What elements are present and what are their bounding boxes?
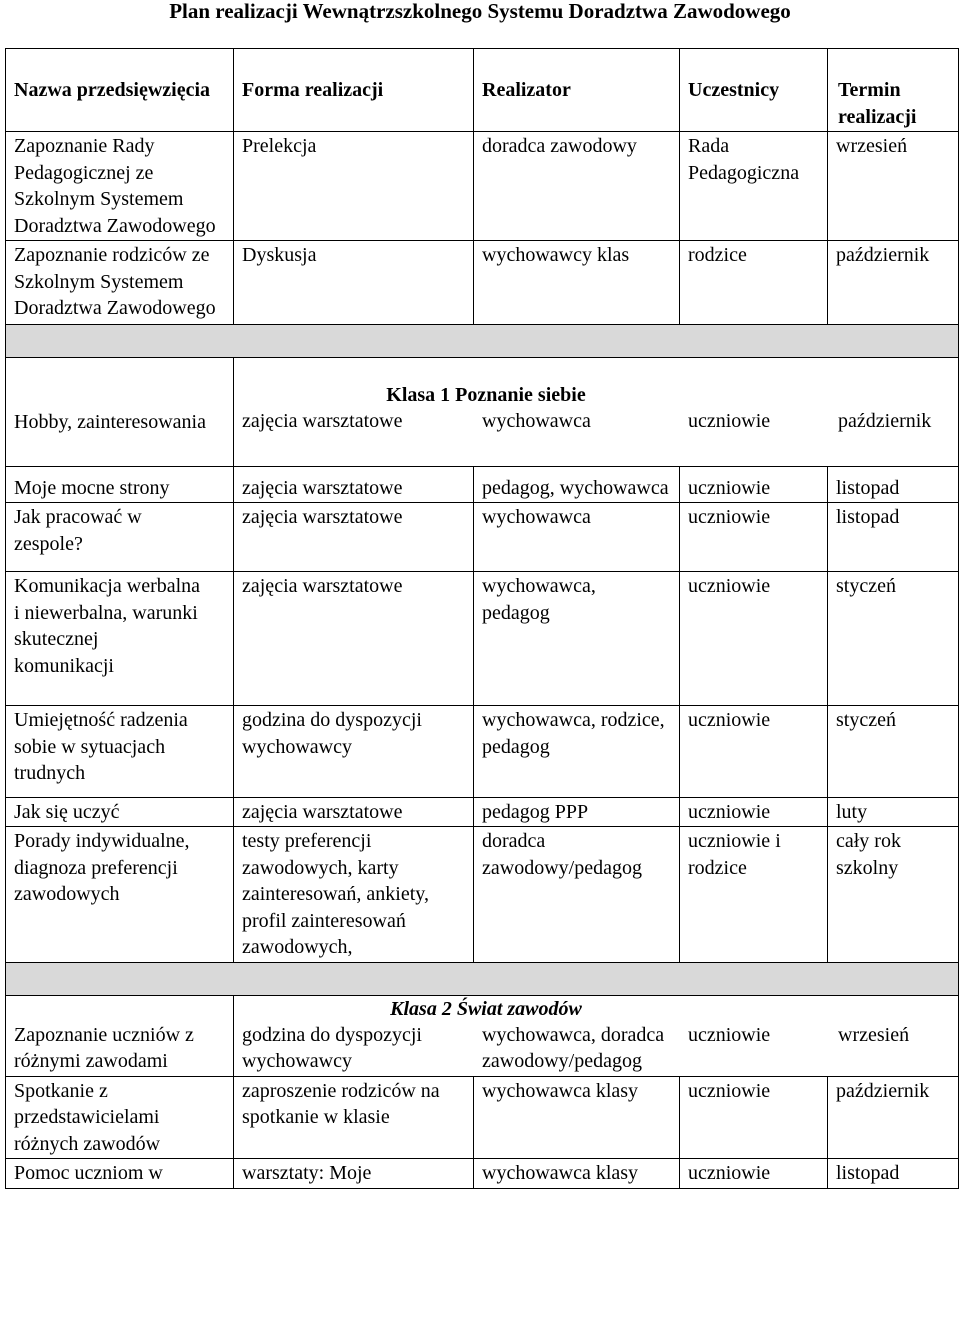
cell-realizer: pedagog PPP bbox=[474, 797, 680, 827]
table-row bbox=[6, 995, 959, 1076]
section-title: Klasa 1 Poznanie siebie bbox=[386, 383, 586, 406]
cell-realizer: doradca zawodowy/pedagog bbox=[474, 827, 680, 963]
cell-activity: Jak pracować w zespole? bbox=[6, 503, 234, 572]
cell-participants: rodzice bbox=[680, 241, 828, 325]
table-row bbox=[6, 466, 959, 503]
table-row bbox=[6, 1159, 959, 1189]
cell-participants: Rada Pedagogiczna bbox=[680, 132, 828, 241]
table-row bbox=[6, 797, 959, 827]
plan-table bbox=[5, 48, 959, 1189]
cell-participants: uczniowie bbox=[680, 503, 828, 572]
section-band bbox=[6, 324, 959, 357]
header-cell: Forma realizacji bbox=[234, 49, 474, 132]
table-row bbox=[6, 827, 959, 963]
cell-form: zajęcia warsztatowe bbox=[242, 410, 403, 432]
cell-term: styczeń bbox=[828, 706, 959, 798]
cell-participants: uczniowie bbox=[680, 466, 828, 503]
section-band bbox=[6, 962, 959, 995]
cell-form: zajęcia warsztatowe bbox=[234, 503, 474, 572]
table-row bbox=[6, 357, 959, 466]
cell-activity: Moje mocne strony bbox=[6, 466, 234, 503]
section-content bbox=[234, 995, 959, 1076]
cell-form: warsztaty: Moje bbox=[234, 1159, 474, 1189]
cell-realizer: pedagog, wychowawca bbox=[474, 466, 680, 503]
cell-term: październik bbox=[828, 241, 959, 325]
cell-term: cały rok szkolny bbox=[828, 827, 959, 963]
table-row bbox=[6, 1076, 959, 1159]
cell-activity: Komunikacja werbalna i niewerbalna, warunki skutecznej komunikacji bbox=[6, 572, 234, 706]
cell-participants: uczniowie bbox=[680, 572, 828, 706]
header-cell: Uczestnicy bbox=[680, 49, 828, 132]
cell-participants: uczniowie bbox=[680, 706, 828, 798]
cell-term: wrzesień bbox=[838, 1023, 910, 1046]
cell-activity: Porady indywidualne, diagnoza preferencji zawodowych bbox=[6, 827, 234, 963]
cell-realizer: wychowawca, doradca zawodowy/pedagog bbox=[482, 1023, 665, 1072]
cell-form: zaproszenie rodziców na spotkanie w klasie bbox=[234, 1076, 474, 1159]
cell-participants: uczniowie bbox=[680, 797, 828, 827]
header-cell: Termin realizacji bbox=[828, 49, 959, 132]
cell-term: listopad bbox=[828, 503, 959, 572]
cell-realizer: wychowawca klasy bbox=[474, 1159, 680, 1189]
cell-form: Prelekcja bbox=[234, 132, 474, 241]
cell-form: zajęcia warsztatowe bbox=[234, 797, 474, 827]
cell-participants: uczniowie i rodzice bbox=[680, 827, 828, 963]
cell-term: listopad bbox=[828, 1159, 959, 1189]
cell-participants: uczniowie bbox=[680, 1076, 828, 1159]
page-title: Plan realizacji Wewnątrzszkolnego Systemu Doradztwa Zawodowego bbox=[169, 0, 791, 23]
cell-term: październik bbox=[828, 1076, 959, 1159]
cell-activity: Jak się uczyć bbox=[6, 797, 234, 827]
cell-realizer: wychowawca, rodzice, pedagog bbox=[474, 706, 680, 798]
cell-text: Zapoznanie uczniów z różnymi zawodami bbox=[14, 1023, 194, 1072]
cell-realizer: wychowawcy klas bbox=[474, 241, 680, 325]
section-band-cell bbox=[6, 962, 959, 995]
cell-term: październik bbox=[838, 410, 932, 432]
cell-realizer: wychowawca bbox=[482, 410, 591, 432]
header-cell: Realizator bbox=[474, 49, 680, 132]
table-row bbox=[6, 706, 959, 798]
cell-realizer: doradca zawodowy bbox=[474, 132, 680, 241]
cell-realizer: wychowawca klasy bbox=[474, 1076, 680, 1159]
section-band-cell bbox=[6, 324, 959, 357]
cell-activity: Zapoznanie rodziców ze Szkolnym Systemem Doradztwa Zawodowego bbox=[6, 241, 234, 325]
cell-activity: Pomoc uczniom w bbox=[6, 1159, 234, 1189]
cell-form: godzina do dyspozycji wychowawcy bbox=[234, 706, 474, 798]
header-cell: Nazwa przedsięwzięcia bbox=[6, 49, 234, 132]
cell-activity: Zapoznanie Rady Pedagogicznej ze Szkolnym Systemem Doradztwa Zawodowego bbox=[6, 132, 234, 241]
cell-participants: uczniowie bbox=[688, 410, 771, 432]
cell-term: listopad bbox=[828, 466, 959, 503]
table-row bbox=[6, 503, 959, 572]
cell-term: wrzesień bbox=[828, 132, 959, 241]
table-header-row bbox=[6, 49, 959, 132]
cell-form: zajęcia warsztatowe bbox=[234, 572, 474, 706]
table-row bbox=[6, 132, 959, 241]
cell-text: Hobby, zainteresowania bbox=[14, 410, 206, 433]
table-row bbox=[6, 572, 959, 706]
cell-term: styczeń bbox=[828, 572, 959, 706]
cell-form: testy preferencji zawodowych, karty zainteresowań, ankiety, profil zainteresowań zawodowych, bbox=[234, 827, 474, 963]
cell-form: godzina do dyspozycji wychowawcy bbox=[242, 1023, 422, 1072]
cell-activity: Spotkanie z przedstawicielami różnych zawodów bbox=[6, 1076, 234, 1159]
cell-realizer: wychowawca bbox=[474, 503, 680, 572]
cell-activity: Umiejętność radzenia sobie w sytuacjach trudnych bbox=[6, 706, 234, 798]
cell-participants: uczniowie bbox=[688, 1023, 771, 1046]
cell-term: luty bbox=[828, 797, 959, 827]
cell-form: Dyskusja bbox=[234, 241, 474, 325]
section-title: Klasa 2 Świat zawodów bbox=[390, 997, 582, 1020]
section-content bbox=[234, 357, 959, 466]
cell-realizer: wychowawca, pedagog bbox=[474, 572, 680, 706]
cell-form: zajęcia warsztatowe bbox=[234, 466, 474, 503]
table-row bbox=[6, 241, 959, 325]
cell-participants: uczniowie bbox=[680, 1159, 828, 1189]
